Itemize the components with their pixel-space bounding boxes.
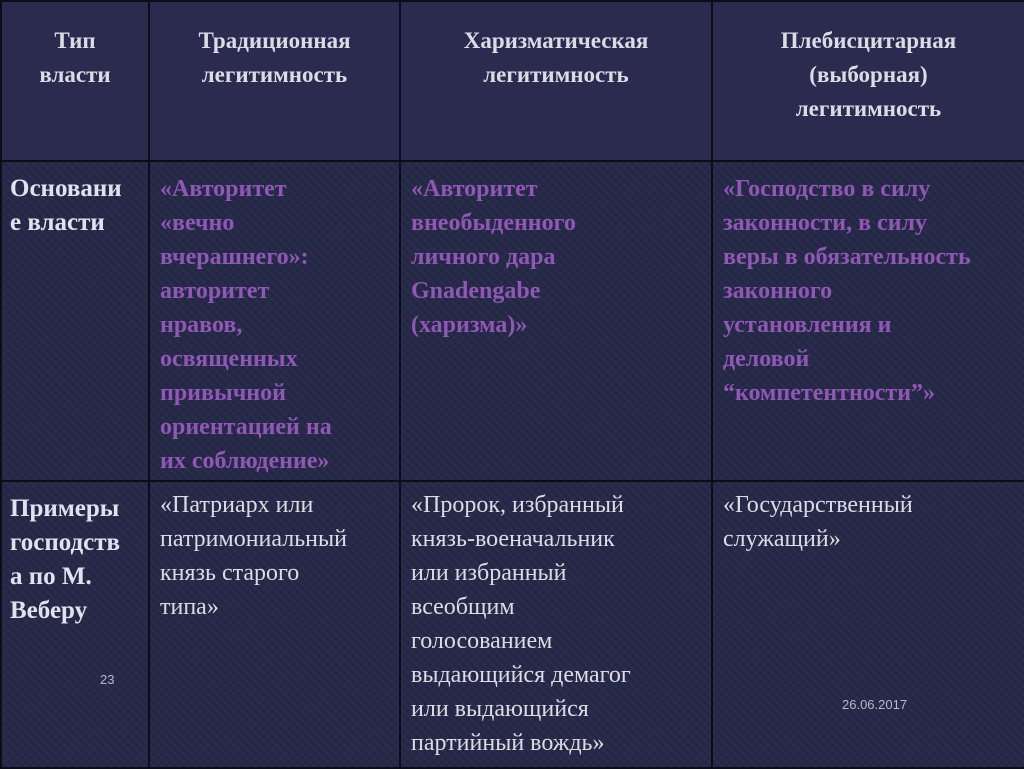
cell-line: нравов,: [160, 312, 243, 338]
cell-line: «Авторитет: [160, 176, 287, 202]
cell-line: «Государственный: [723, 492, 913, 518]
cell-line: голосованием: [411, 628, 553, 654]
row-label-line: е власти: [10, 209, 105, 236]
cell-line: или избранный: [411, 560, 567, 586]
cell-basis-charismatic: [400, 161, 712, 481]
table-row: [1, 161, 1024, 481]
header-power-type-line: Тип: [54, 28, 96, 53]
row-label-line: Основани: [10, 175, 122, 202]
slide-date: 26.06.2017: [842, 697, 908, 712]
row-label-line: господств: [10, 529, 121, 556]
cell-line: всеобщим: [411, 594, 515, 620]
row-label-examples: [1, 481, 149, 768]
cell-line: деловой: [723, 346, 810, 372]
cell-examples-charismatic: [400, 481, 712, 768]
header-charismatic: [400, 1, 712, 161]
cell-line: их соблюдение»: [160, 448, 330, 474]
cell-line: или выдающийся: [411, 696, 589, 722]
cell-line: личного дара: [411, 244, 556, 270]
header-charismatic-line: легитимность: [483, 62, 629, 87]
header-power-type: [1, 1, 149, 161]
slide-number: 23: [100, 672, 115, 687]
cell-line: князь-военачальник: [411, 526, 615, 552]
header-traditional-line: легитимность: [201, 62, 348, 87]
header-row: [1, 1, 1024, 161]
cell-line: установления и: [723, 312, 892, 338]
cell-line: партийный вождь»: [411, 730, 605, 756]
cell-line: «Господство в силу: [723, 176, 931, 202]
cell-examples-traditional: [149, 481, 400, 768]
cell-line: вчерашнего»:: [160, 244, 309, 270]
cell-line: «Авторитет: [411, 176, 538, 202]
cell-line: выдающийся демагог: [411, 662, 631, 688]
cell-line: “компетентности”»: [723, 380, 936, 406]
cell-line: Gnadengabe: [411, 278, 541, 304]
table-row: [1, 481, 1024, 768]
cell-line: освященных: [160, 346, 298, 372]
cell-basis-traditional: [149, 161, 400, 481]
cell-line: веры в обязательность: [723, 244, 971, 270]
cell-line: ориентацией на: [160, 414, 332, 440]
header-plebiscitary-line: (выборная): [809, 62, 928, 87]
cell-line: авторитет: [160, 278, 270, 304]
cell-line: привычной: [160, 380, 286, 406]
cell-line: «вечно: [160, 210, 235, 236]
cell-line: князь старого: [160, 560, 300, 586]
cell-line: законного: [723, 278, 833, 304]
header-traditional-line: Традиционная: [198, 28, 351, 53]
header-power-type-line: власти: [39, 62, 111, 87]
header-traditional: [149, 1, 400, 161]
cell-line: «Патриарх или: [160, 492, 314, 518]
row-label-line: Примеры: [10, 495, 120, 522]
row-label-line: а по М.: [10, 563, 92, 590]
cell-line: (харизма)»: [411, 312, 528, 338]
header-plebiscitary-line: легитимность: [795, 96, 942, 121]
cell-line: типа»: [160, 594, 219, 620]
cell-line: патримониальный: [160, 526, 347, 552]
cell-line: внеобыденного: [411, 210, 576, 236]
cell-examples-plebiscitary: [712, 481, 1024, 768]
header-plebiscitary-line: Плебисцитарная: [780, 28, 957, 53]
cell-basis-plebiscitary: [712, 161, 1024, 481]
cell-line: законности, в силу: [723, 210, 927, 236]
row-label-line: Веберу: [10, 597, 88, 624]
cell-line: служащий»: [723, 526, 841, 552]
header-charismatic-line: Харизматическая: [463, 28, 649, 53]
cell-line: «Пророк, избранный: [411, 492, 624, 518]
header-plebiscitary: [712, 1, 1024, 161]
row-label-basis: [1, 161, 149, 481]
